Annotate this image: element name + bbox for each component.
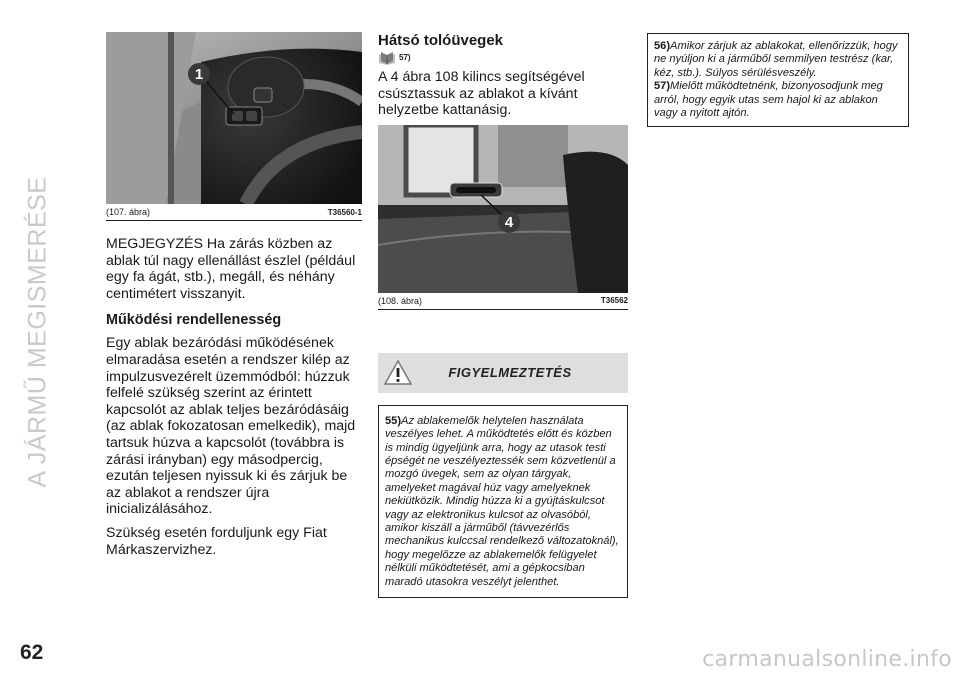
figure-107-code: T36560-1 [327,207,362,217]
figure-107-caption-text: (107. ábra) [106,207,151,217]
warning-title: FIGYELMEZTETÉS [448,365,572,381]
section-heading-malfunction: Működési rendellenesség [106,312,282,329]
note-56-text: Amikor zárjuk az ablakokat, ellenőrizzük, hogy ne nyúljon ki a járműből semmilyen testrész (kar, kéz, stb.). Súlyos sérülésveszély. [654,40,898,79]
figure-108-photo [378,125,628,293]
column-left [106,32,362,558]
note-56 [654,40,902,80]
page-number: 62 [20,641,44,664]
warning-header [378,353,628,393]
note-57-number: 57) [654,80,671,93]
figure-108-caption [378,293,628,310]
figure-107-photo [106,32,362,204]
side-section-title [8,22,68,642]
note-56-number: 56) [654,40,671,52]
figure-108 [378,125,628,310]
figure-107-caption [106,204,362,221]
malfunction-paragraph: Egy ablak bezáródási működésének elmaradása esetén a rendszer kilép az impulzusvezérelt üzemmódból: húzzuk felfelé szükség szerint az érintett kapcsolót az ablak teljes bezáródásáig (az ablak fokozatosan emelkedik), majd tartsuk húzva a kapcsolót (továbbra is zárási irányban) egy másodpercig, ezután teljesen nyissuk ki és zárjuk be az ablakot a rendszer újra inicializálásához. [106,335,356,518]
notes-box [647,33,909,127]
figure-108-callout: 4 [504,213,514,231]
reference-row [378,49,628,66]
note-57-text: Mielőtt működtetnénk, bizonyosodjunk meg arról, hogy egyik utas sem hajol ki az ablakon vagy a nyitott ajtón. [654,80,883,120]
service-paragraph: Szükség esetén forduljunk egy Fiat Márkaszervizhez. [106,524,327,558]
rear-window-paragraph: A 4 ábra 108 kilincs segítségével csúsztassuk az ablakot a kívánt helyzetbe kattanásig. [378,69,585,119]
figure-107-callout: 1 [194,66,204,83]
note-paragraph: MEGJEGYZÉS Ha zárás közben az ablak túl nagy ellenállást észlel (például egy fa ágát, stb.), megáll, és néhány centimétert visszanyit. [106,236,356,302]
section-heading-rear-windows: Hátsó tolóüvegek [378,32,504,49]
note-57 [654,80,902,120]
figure-108-caption-text: (108. ábra) [378,295,423,306]
warning-triangle-icon [384,360,412,385]
column-right [647,33,909,127]
warning-item-number: 55) [385,414,402,427]
warning-box [378,405,628,598]
figure-108-code: T36562 [600,296,628,306]
figure-107 [106,32,362,221]
reference-number: 57) [399,53,411,62]
book-reference-icon [378,51,396,65]
warning-item-text: Az ablakemelők helytelen használata veszélyes lehet. A működtetés előtt és közben is mindig ügyeljünk arra, hogy az utasok testi épségét ne veszélyeztessék sem közvetlenül a mozgó üvegek, sem az olyan tárgyak, amelyeket magával húz vagy amelyeknek nekiütközik. Mindig húzza ki a gyújtáskulcsot vagy az elektronikus kulcsot az olvasóból, amikor kiszáll a járműből (távvezérlős mechanikus kulccsal rendelkező változatoknál), hogy megelőzze az ablakemelők felügyelet nélküli működtetését, ami a gépkocsiban maradó utasokra veszélyt jelenthet. [385,414,619,588]
column-middle [378,32,628,598]
side-section-title-text: A JÁRMŰ MEGISMERÉSE [23,176,52,488]
watermark: carmanualsonline.info [702,647,952,672]
